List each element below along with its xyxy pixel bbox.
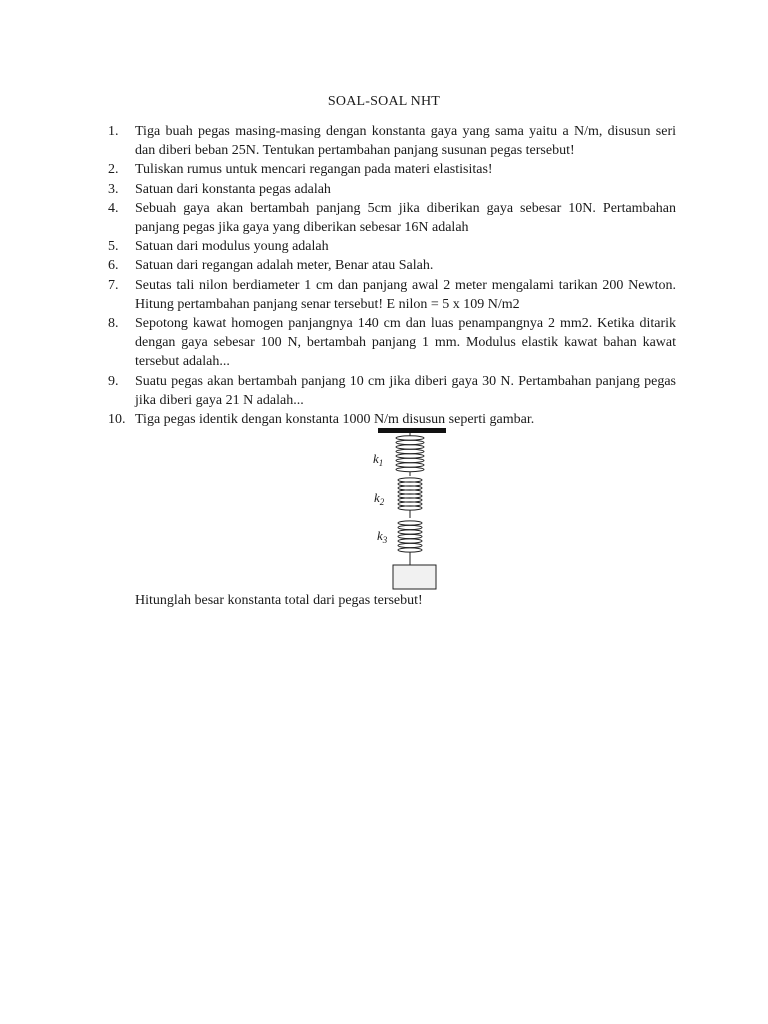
question-number: 8. (108, 316, 119, 332)
question-item (108, 199, 676, 237)
question-item (108, 410, 676, 429)
closing-instruction: Hitunglah besar konstanta total dari pegas tersebut! (135, 593, 423, 608)
question-item (108, 180, 676, 199)
question-item (108, 160, 676, 179)
question-number: 3. (108, 181, 119, 197)
question-item (108, 256, 676, 275)
question-text: Satuan dari modulus young adalah (135, 239, 329, 255)
spring-figure (360, 428, 460, 592)
spring-2 (398, 478, 422, 518)
question-text: Tiga buah pegas masing-masing dengan konstanta gaya yang sama yaitu a N/m, disusun seri dan diberi beban 25N. Tentukan pertambahan panjang susunan pegas tersebut! (135, 124, 676, 159)
question-text: Suatu pegas akan bertambah panjang 10 cm jika diberi gaya 30 N. Pertambahan panjang pegas jika diberi gaya 21 N adalah... (135, 373, 676, 408)
question-item (108, 314, 676, 372)
question-number: 10. (108, 412, 126, 428)
load-block (393, 565, 436, 589)
spring-label-k1: $k_1$ (373, 451, 384, 468)
question-text: Tuliskan rumus untuk mencari regangan pada materi elastisitas! (135, 162, 493, 178)
question-number: 2. (108, 162, 119, 178)
spring-label-k3: $k_3$ (377, 528, 388, 545)
question-list (108, 122, 676, 429)
question-text: Satuan dari regangan adalah meter, Benar atau Salah. (135, 258, 434, 274)
spring-1 (396, 433, 424, 476)
question-number: 1. (108, 124, 119, 139)
question-number: 4. (108, 200, 119, 216)
question-number: 7. (108, 277, 119, 293)
document-title: SOAL-SOAL NHT (327, 94, 441, 109)
question-number: 5. (108, 239, 119, 255)
question-text: Sebuah gaya akan bertambah panjang 5cm jika diberikan gaya sebesar 10N. Pertambahan panjang pegas jika gaya yang diberikan sebesar 16N adalah (135, 200, 676, 236)
question-item (108, 237, 676, 256)
question-item (108, 372, 676, 410)
question-number: 6. (108, 258, 119, 274)
question-number: 9. (108, 373, 119, 389)
question-item (108, 276, 676, 314)
question-text: Sepotong kawat homogen panjangnya 140 cm dan luas penampangnya 2 mm2. Ketika ditarik dengan gaya sebesar 100 N, bertambah panjang 1 mm. Modulus elastik kawat bahan kawat tersebut adalah... (135, 316, 676, 370)
ceiling-bar (378, 428, 446, 433)
spring-3 (398, 521, 422, 565)
question-text: Seutas tali nilon berdiameter 1 cm dan panjang awal 2 meter mengalami tarikan 200 Newton. Hitung pertambahan panjang senar tersebut! E nilon = 5 x 109 N/m2 (135, 277, 676, 312)
question-item (108, 122, 676, 160)
question-text: Tiga pegas identik dengan konstanta 1000 N/m disusun seperti gambar. (135, 412, 535, 428)
spring-label-k2: $k_2$ (374, 490, 385, 507)
question-text: Satuan dari konstanta pegas adalah (135, 181, 331, 197)
